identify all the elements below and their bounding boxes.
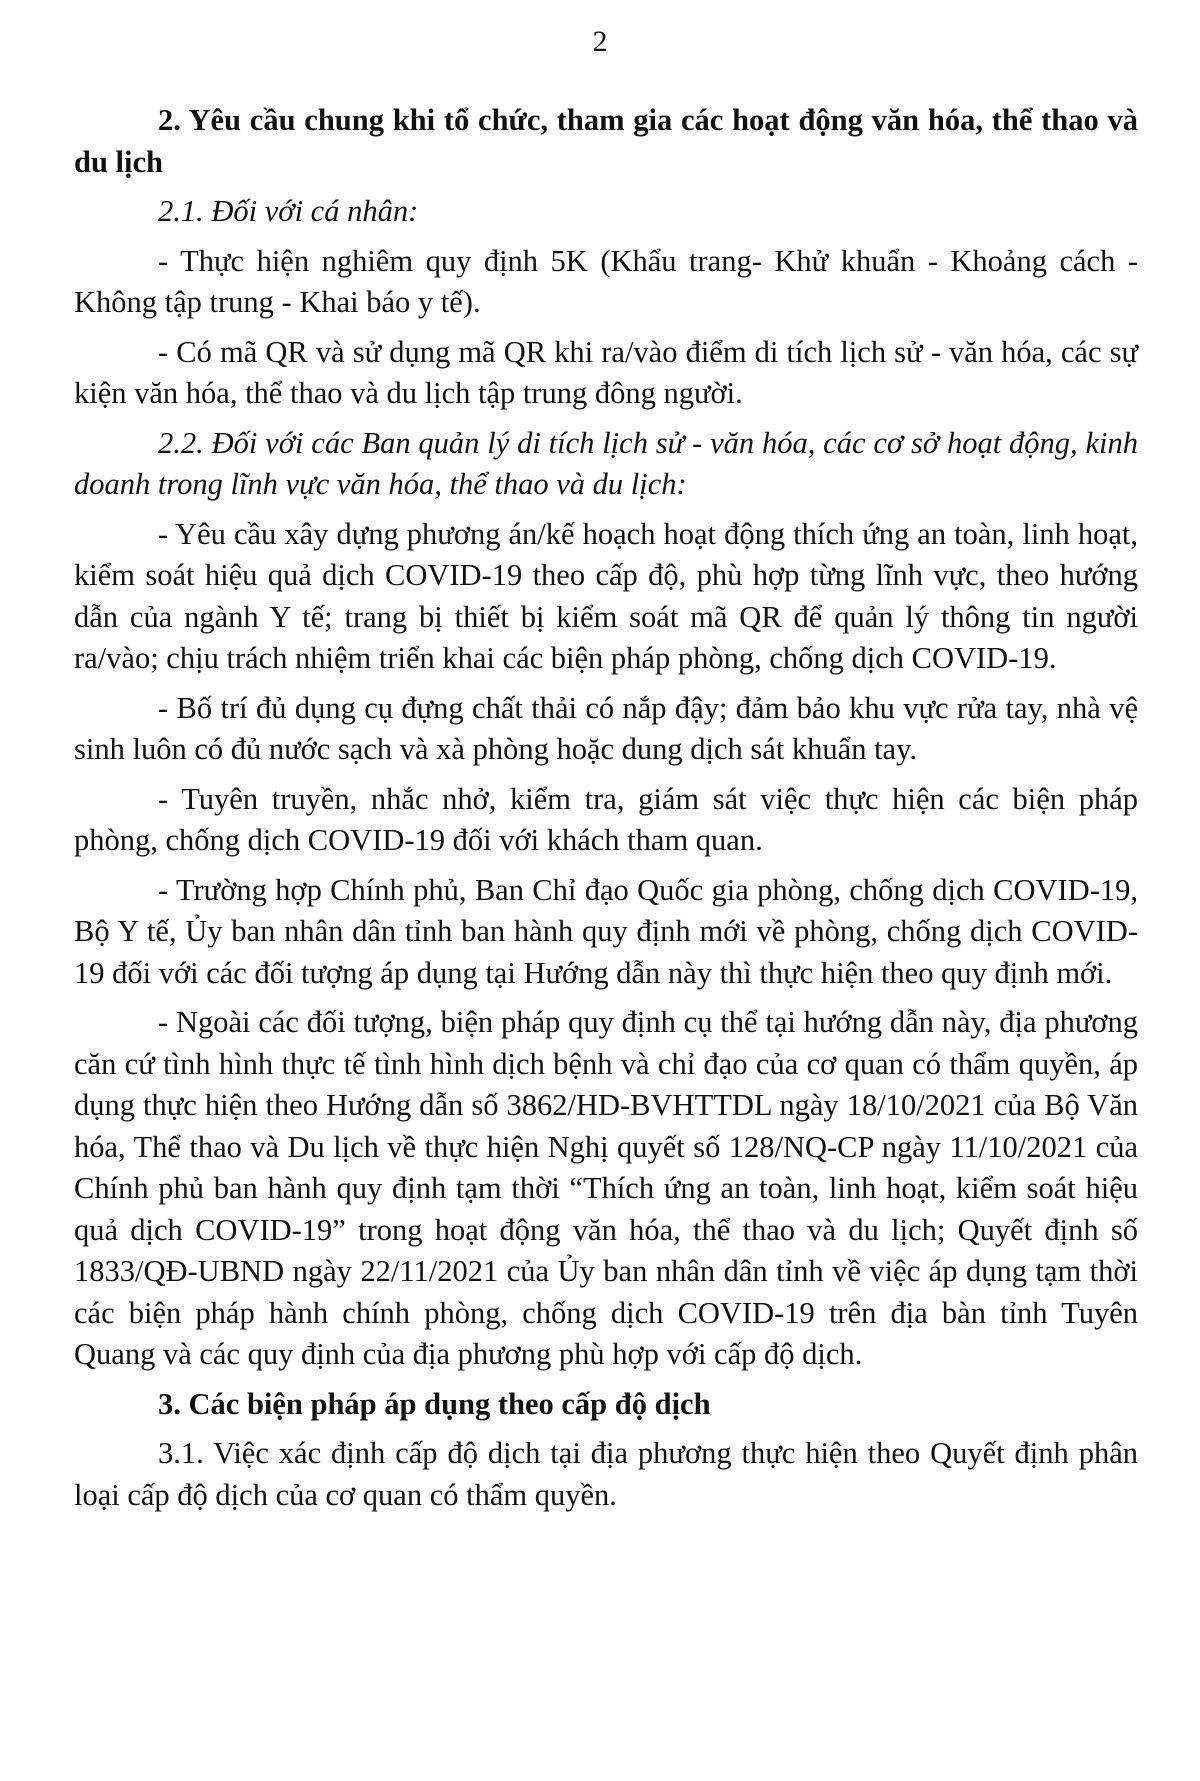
paragraph: - Yêu cầu xây dựng phương án/kế hoạch hoạt động thích ứng an toàn, linh hoạt, kiểm soát hiệu quả dịch COVID-19 theo cấp độ, phù hợp từng lĩnh vực, theo hướng dẫn của ngành Y tế; trang bị thiết bị kiểm soát mã QR để quản lý thông tin người ra/vào; chịu trách nhiệm triển khai các biện pháp phòng, chống dịch COVID-19. [74, 516, 1138, 675]
paragraph: - Ngoài các đối tượng, biện pháp quy định cụ thể tại hướng dẫn này, địa phương căn cứ tình hình thực tế tình hình dịch bệnh và chỉ đạo của cơ quan có thẩm quyền, áp dụng thực hiện theo Hướng dẫn số 3862/HD-BVHTTDL ngày 18/10/2021 của Bộ Văn hóa, Thể thao và Du lịch về thực hiện Nghị quyết số 128/NQ-CP ngày 11/10/2021 của Chính phủ ban hành quy định tạm thời “Thích ứng an toàn, linh hoạt, kiểm soát hiệu quả dịch COVID-19” trong hoạt động văn hóa, thể thao và du lịch; Quyết định số 1833/QĐ-UBND ngày 22/11/2021 của Ủy ban nhân dân tỉnh về việc áp dụng tạm thời các biện pháp hành chính phòng, chống dịch COVID-19 trên địa bàn tỉnh Tuyên Quang và các quy định của địa phương phù hợp với cấp độ dịch. [74, 1005, 1138, 1371]
paragraph: 3.1. Việc xác định cấp độ dịch tại địa phương thực hiện theo Quyết định phân loại cấp độ dịch của cơ quan có thẩm quyền. [74, 1436, 1138, 1512]
page-number: 2 [592, 25, 608, 58]
paragraph: - Trường hợp Chính phủ, Ban Chỉ đạo Quốc gia phòng, chống dịch COVID-19, Bộ Y tế, Ủy ban nhân dân tỉnh ban hành quy định mới về phòng, chống dịch COVID-19 đối với các đối tượng áp dụng tại Hướng dẫn này thì thực hiện theo quy định mới. [74, 872, 1138, 990]
section-3-heading: 3. Các biện pháp áp dụng theo cấp độ dịch [158, 1386, 711, 1421]
section-2-2-heading: 2.2. Đối với các Ban quản lý di tích lịch sử - văn hóa, các cơ sở hoạt động, kinh doanh trong lĩnh vực văn hóa, thể thao và du lịch: [74, 425, 1138, 501]
paragraph: - Bố trí đủ dụng cụ đựng chất thải có nắp đậy; đảm bảo khu vực rửa tay, nhà vệ sinh luôn có đủ nước sạch và xà phòng hoặc dung dịch sát khuẩn tay. [74, 690, 1138, 766]
section-2-heading: 2. Yêu cầu chung khi tổ chức, tham gia các hoạt động văn hóa, thể thao và du lịch [74, 103, 1138, 179]
section-2-1-heading: 2.1. Đối với cá nhân: [158, 194, 419, 228]
document-body [74, 100, 1138, 1524]
paragraph: - Tuyên truyền, nhắc nhở, kiểm tra, giám sát việc thực hiện các biện pháp phòng, chống dịch COVID-19 đối với khách tham quan. [74, 781, 1138, 857]
paragraph: - Có mã QR và sử dụng mã QR khi ra/vào điểm di tích lịch sử - văn hóa, các sự kiện văn hóa, thể thao và du lịch tập trung đông người. [74, 334, 1138, 410]
paragraph: - Thực hiện nghiêm quy định 5K (Khẩu trang- Khử khuẩn - Khoảng cách - Không tập trung - Khai báo y tế). [74, 243, 1138, 319]
